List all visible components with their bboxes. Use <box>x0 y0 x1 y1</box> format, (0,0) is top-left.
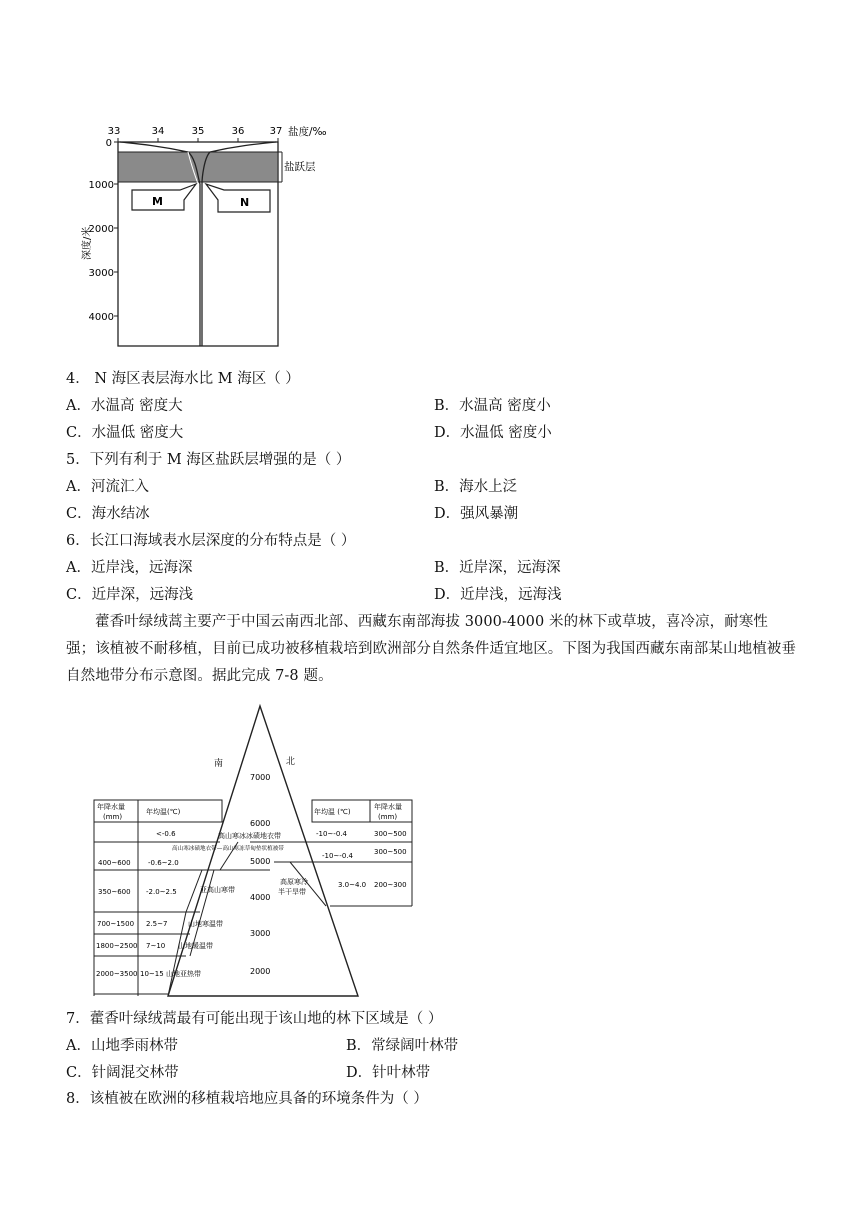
q4-option-d[interactable]: D．水温低 密度小 <box>434 425 552 441</box>
y-tick-0: 0 <box>105 138 112 149</box>
elev-5000: 5000 <box>250 857 271 866</box>
q7-option-a[interactable]: A．山地季雨林带 <box>66 1038 178 1054</box>
passage-text: 藿香叶绿绒蒿主要产于中国云南西北部、西藏东南部海拔 3000-4000 米的林下或草坡，喜冷凉，耐寒性强；该植被不耐移植，目前已成功被移植栽培到欧洲部分自然条件适宜地区。下图为我国西藏东南部某山地植被垂自然地带分布示意图。据此完成 7-8 题。 <box>66 614 796 684</box>
halocline-label: 盐跃层 <box>284 161 316 173</box>
y-tick-3000: 3000 <box>88 268 114 279</box>
q6-option-d[interactable]: D．近岸浅，远海浅 <box>434 587 562 603</box>
label-south: 南 <box>214 759 224 769</box>
left-row-4-temp: 2.5~7 <box>146 920 168 928</box>
elev-3000: 3000 <box>250 929 271 938</box>
left-row-2-temp: -0.6~2.0 <box>148 859 179 867</box>
x-tick-35: 35 <box>191 126 205 137</box>
q5-option-c[interactable]: C．海水结冰 <box>66 506 150 522</box>
elev-7000: 7000 <box>250 773 271 782</box>
left-header-precip-unit: (mm) <box>103 813 123 821</box>
question-4-stem: 4． N 海区表层海水比 M 海区（ ） <box>66 371 300 387</box>
salinity-depth-figure <box>80 118 350 350</box>
q4-option-c[interactable]: C．水温低 密度大 <box>66 425 184 441</box>
x-tick-36: 36 <box>231 126 245 137</box>
left-row-1-temp: <-0.6 <box>156 830 176 838</box>
question-8-stem: 8．该植被在欧洲的移植栽培地应具备的环境条件为（ ） <box>66 1091 428 1107</box>
left-row-3-precip: 350~600 <box>98 888 131 896</box>
left-header-temp: 年均温(℃) <box>146 808 181 816</box>
label-north: 北 <box>286 757 296 767</box>
q5-option-b[interactable]: B．海水上泛 <box>434 479 518 495</box>
region-m-label: M <box>152 195 163 208</box>
q5-option-d[interactable]: D．强风暴潮 <box>434 506 519 522</box>
y-tick-2000: 2000 <box>88 224 114 235</box>
q7-option-d[interactable]: D．针叶林带 <box>346 1065 431 1081</box>
zone-mountain-cold-temperate: 山地寒温带 <box>188 920 223 928</box>
x-tick-34: 34 <box>151 126 165 137</box>
right-row-3-temp: 3.0~4.0 <box>338 881 367 889</box>
q4-option-b[interactable]: B．水温高 密度小 <box>434 398 551 414</box>
left-row-4-precip: 700~1500 <box>97 920 135 928</box>
callout-m <box>132 184 196 210</box>
elev-4000: 4000 <box>250 893 271 902</box>
zone-plateau-cold-2: 半干旱带 <box>278 888 306 896</box>
left-row-3-temp: -2.0~2.5 <box>146 888 177 896</box>
left-row-2-precip: 400~600 <box>98 859 131 867</box>
y-tick-1000: 1000 <box>88 180 114 191</box>
q6-option-c[interactable]: C．近岸深，远海浅 <box>66 587 194 603</box>
y-tick-4000: 4000 <box>88 312 114 323</box>
mountain-vertical-zone-diagram <box>90 702 420 1000</box>
region-n-label: N <box>240 196 250 209</box>
elev-2000: 2000 <box>250 967 271 976</box>
zone-alpine-ice: 高山寒冰冰碛地衣带 <box>218 832 281 840</box>
left-row-6-temp: 10~15 <box>140 970 164 978</box>
right-header-precip: 年降水量 <box>374 803 402 811</box>
right-row-2-precip: 300~500 <box>374 848 407 856</box>
left-row-5-temp: 7~10 <box>146 942 166 950</box>
x-axis-title: 盐度/‰ <box>288 126 327 138</box>
question-7-stem: 7．藿香叶绿绒蒿最有可能出现于该山地的林下区域是（ ） <box>66 1011 443 1027</box>
zone-plateau-cold-1: 高原寒冷 <box>280 878 308 886</box>
elev-6000: 6000 <box>250 819 271 828</box>
right-row-1-precip: 300~500 <box>374 830 407 838</box>
right-row-1-temp: -10~-0.4 <box>316 830 347 838</box>
zone-mountain-subtropical: 山地亚热带 <box>166 970 201 978</box>
x-tick-33: 33 <box>107 126 121 137</box>
left-header-precip: 年降水量 <box>97 803 125 811</box>
left-row-5-precip: 1800~2500 <box>96 942 138 950</box>
right-row-2-temp: -10~-0.4 <box>322 852 353 860</box>
zone-alpine-cushion: 高山寒冰碛地衣带—高山寒冻草甸垫状植被带 <box>172 846 284 852</box>
callout-n <box>206 184 270 212</box>
right-row-3-precip: 200~300 <box>374 881 407 889</box>
q7-option-c[interactable]: C．针阔混交林带 <box>66 1065 179 1081</box>
q6-option-a[interactable]: A．近岸浅，远海深 <box>66 560 193 576</box>
zone-mountain-warm-temperate: 山地暖温带 <box>178 942 213 950</box>
x-tick-37: 37 <box>269 126 283 137</box>
q7-option-b[interactable]: B．常绿阔叶林带 <box>346 1038 459 1054</box>
question-5-stem: 5．下列有利于 M 海区盐跃层增强的是（ ） <box>66 452 351 468</box>
right-header-precip-unit: (mm) <box>378 813 398 821</box>
question-6-stem: 6．长江口海域表水层深度的分布特点是（ ） <box>66 533 356 549</box>
q4-option-a[interactable]: A．水温高 密度大 <box>66 398 183 414</box>
right-header-temp: 年均温 (℃) <box>314 808 351 816</box>
y-axis-title: 深度/米 <box>82 226 93 260</box>
left-row-6-precip: 2000~3500 <box>96 970 138 978</box>
zone-subalpine: 亚高山寒带 <box>200 886 235 894</box>
q6-option-b[interactable]: B．近岸深，远海深 <box>434 560 561 576</box>
q5-option-a[interactable]: A．河流汇入 <box>66 479 149 495</box>
